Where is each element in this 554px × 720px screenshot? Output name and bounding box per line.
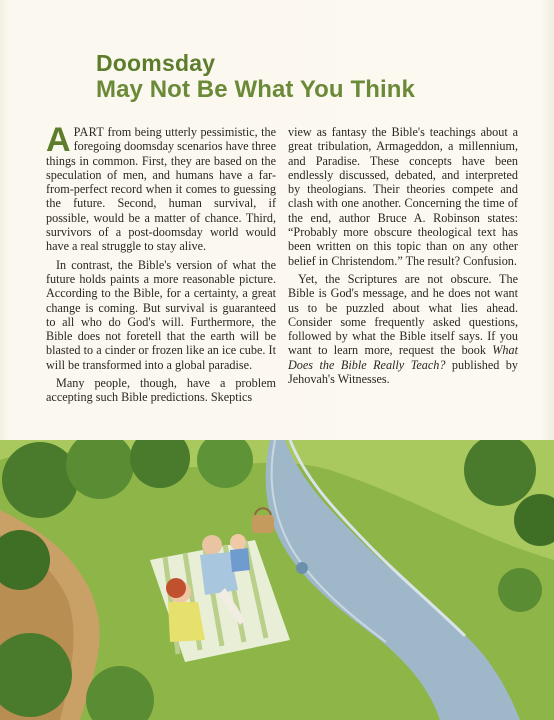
drop-cap: A	[46, 121, 71, 159]
text-column-left	[46, 121, 276, 405]
article-body	[46, 121, 518, 405]
paragraph-1	[46, 121, 276, 254]
paragraph-4	[288, 272, 518, 386]
paragraph-4-text: Yet, the Scriptures are not obscure. The Bible is God's message, and he does not want us to be puzzled about what lies ahead. Consider some frequently asked questions, followed by what the Bible itself says. If you want to learn more, request the book	[288, 271, 518, 358]
opening-word: PART	[73, 125, 105, 139]
article-subtitle: May Not Be What You Think	[96, 76, 415, 103]
paragraph-1-text: from being utterly pessimistic, the foregoing doomsday scenarios have three things in common. First, they are based on the speculation of men, and humans have a far-from-perfect record when it comes to guessing the future. Second, human survival, if possible, would be a matter of chance. Third, survivors of a post-doomsday world would have a real struggle to stay alive.	[46, 125, 276, 254]
article-title: Doomsday	[96, 50, 216, 76]
paragraph-2: In contrast, the Bible's version of what the future holds paints a more reasonable picture. According to the Bible, for a certainty, a great change is coming. But survival is guaranteed to all who do God's will. Furthermore, the Bible does not foretell that the earth will be blasted to a cinder or frozen like an ice cube. It will be transformed into a global paradise.	[46, 257, 276, 372]
family-picnic-by-stream-illustration	[0, 440, 554, 720]
paragraph-4-end: published by Jehovah's Witnesses.	[288, 357, 518, 387]
article-heading	[96, 50, 415, 104]
text-column-right	[288, 125, 518, 405]
paragraph-3: Many people, though, have a problem accepting such Bible predictions. Skeptics	[46, 376, 276, 405]
book-title: What Does the Bible Really Teach?	[288, 343, 518, 372]
paragraph-3-continued: view as fantasy the Bible's teachings about a great tribulation, Armageddon, a millennium, and Paradise. These concepts have been endlessly discussed, debated, and interpreted by theologians. Their theories compete and clash with one another. Concerning the time of the end, author Bruce A. Robinson states: “Probably more obscure theological text has been written on this topic than on any other belief in Christendom.” The result? Confusion.	[288, 125, 518, 268]
